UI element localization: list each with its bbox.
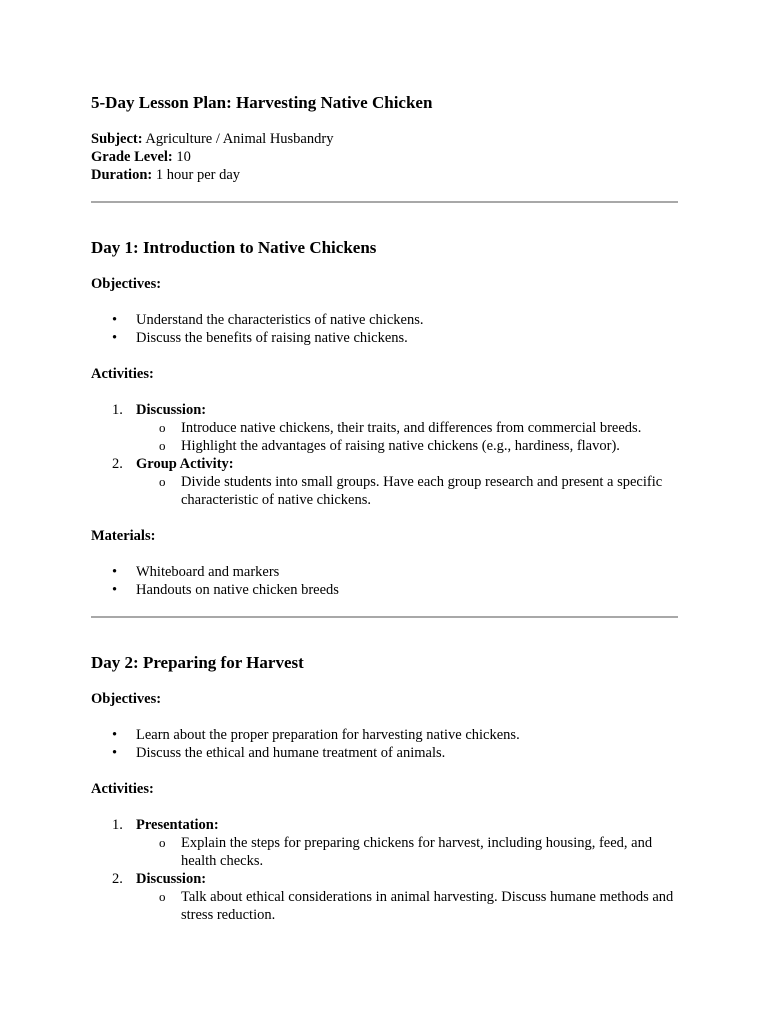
activity-details <box>136 888 678 924</box>
day1-activities-list <box>91 401 678 509</box>
grade-value: 10 <box>172 149 191 165</box>
day2-heading: Day 2: Preparing for Harvest <box>91 653 304 672</box>
circle-bullet-icon: o <box>159 438 166 453</box>
list-item: • Discuss the ethical and humane treatment of animals. <box>112 745 446 761</box>
lesson-meta <box>91 130 678 184</box>
list-item: o Explain the steps for preparing chickens for harvest, including housing, feed, and health checks. <box>159 835 653 869</box>
activity-item <box>91 455 678 509</box>
activity-number: 2. <box>112 871 123 887</box>
activity-number: 2. <box>112 456 123 472</box>
activity-item <box>91 401 678 455</box>
list-item: o Talk about ethical considerations in animal harvesting. Discuss humane methods and stress reduction. <box>159 889 674 923</box>
activity-item <box>91 870 678 924</box>
day1-objectives-label: Objectives: <box>91 276 162 292</box>
list-item: o Divide students into small groups. Have each group research and present a specific characteristic of native chickens. <box>159 474 663 508</box>
list-item: • Discuss the benefits of raising native chickens. <box>112 330 408 346</box>
duration-line <box>91 166 678 184</box>
activity-details <box>136 834 678 870</box>
subject-value: Agriculture / Animal Husbandry <box>142 131 334 147</box>
duration-label: Duration: <box>91 167 153 183</box>
day1-materials-list <box>91 563 678 599</box>
day1-section <box>91 238 678 599</box>
activity-details <box>136 419 678 455</box>
activity-title: Discussion: <box>136 402 207 418</box>
day1-objectives-list <box>91 311 678 347</box>
list-item: • Whiteboard and markers <box>112 564 280 580</box>
day2-activities-list <box>91 816 678 924</box>
list-item: o Introduce native chickens, their traits, and differences from commercial breeds. <box>159 420 642 436</box>
activity-number: 1. <box>112 817 123 833</box>
circle-bullet-icon: o <box>159 889 166 904</box>
grade-label: Grade Level: <box>91 149 173 165</box>
activity-title: Group Activity: <box>136 456 234 472</box>
bullet-icon: • <box>112 727 118 743</box>
activity-title: Presentation: <box>136 817 219 833</box>
day2-activities-label: Activities: <box>91 781 154 797</box>
circle-bullet-icon: o <box>159 474 166 489</box>
activity-details <box>136 473 678 509</box>
bullet-icon: • <box>112 312 118 328</box>
bullet-icon: • <box>112 330 118 346</box>
day1-heading: Day 1: Introduction to Native Chickens <box>91 238 377 257</box>
day2-objectives-label: Objectives: <box>91 691 162 707</box>
subject-line <box>91 130 678 148</box>
bullet-icon: • <box>112 564 118 580</box>
day1-activities-label: Activities: <box>91 366 154 382</box>
activity-title: Discussion: <box>136 871 207 887</box>
day1-materials-label: Materials: <box>91 528 156 544</box>
circle-bullet-icon: o <box>159 835 166 850</box>
bullet-icon: • <box>112 582 118 598</box>
subject-label: Subject: <box>91 131 143 147</box>
grade-line <box>91 148 678 166</box>
section-divider <box>91 201 678 203</box>
circle-bullet-icon: o <box>159 420 166 435</box>
list-item: • Understand the characteristics of native chickens. <box>112 312 424 328</box>
list-item: • Learn about the proper preparation for harvesting native chickens. <box>112 727 520 743</box>
duration-value: 1 hour per day <box>152 167 241 183</box>
day2-objectives-list <box>91 726 678 762</box>
section-divider <box>91 616 678 618</box>
day2-section <box>91 653 678 924</box>
document-title: 5-Day Lesson Plan: Harvesting Native Chicken <box>91 93 433 112</box>
list-item: o Highlight the advantages of raising native chickens (e.g., hardiness, flavor). <box>159 438 620 454</box>
bullet-icon: • <box>112 745 118 761</box>
activity-number: 1. <box>112 402 123 418</box>
list-item: • Handouts on native chicken breeds <box>112 582 339 598</box>
activity-item <box>91 816 678 870</box>
